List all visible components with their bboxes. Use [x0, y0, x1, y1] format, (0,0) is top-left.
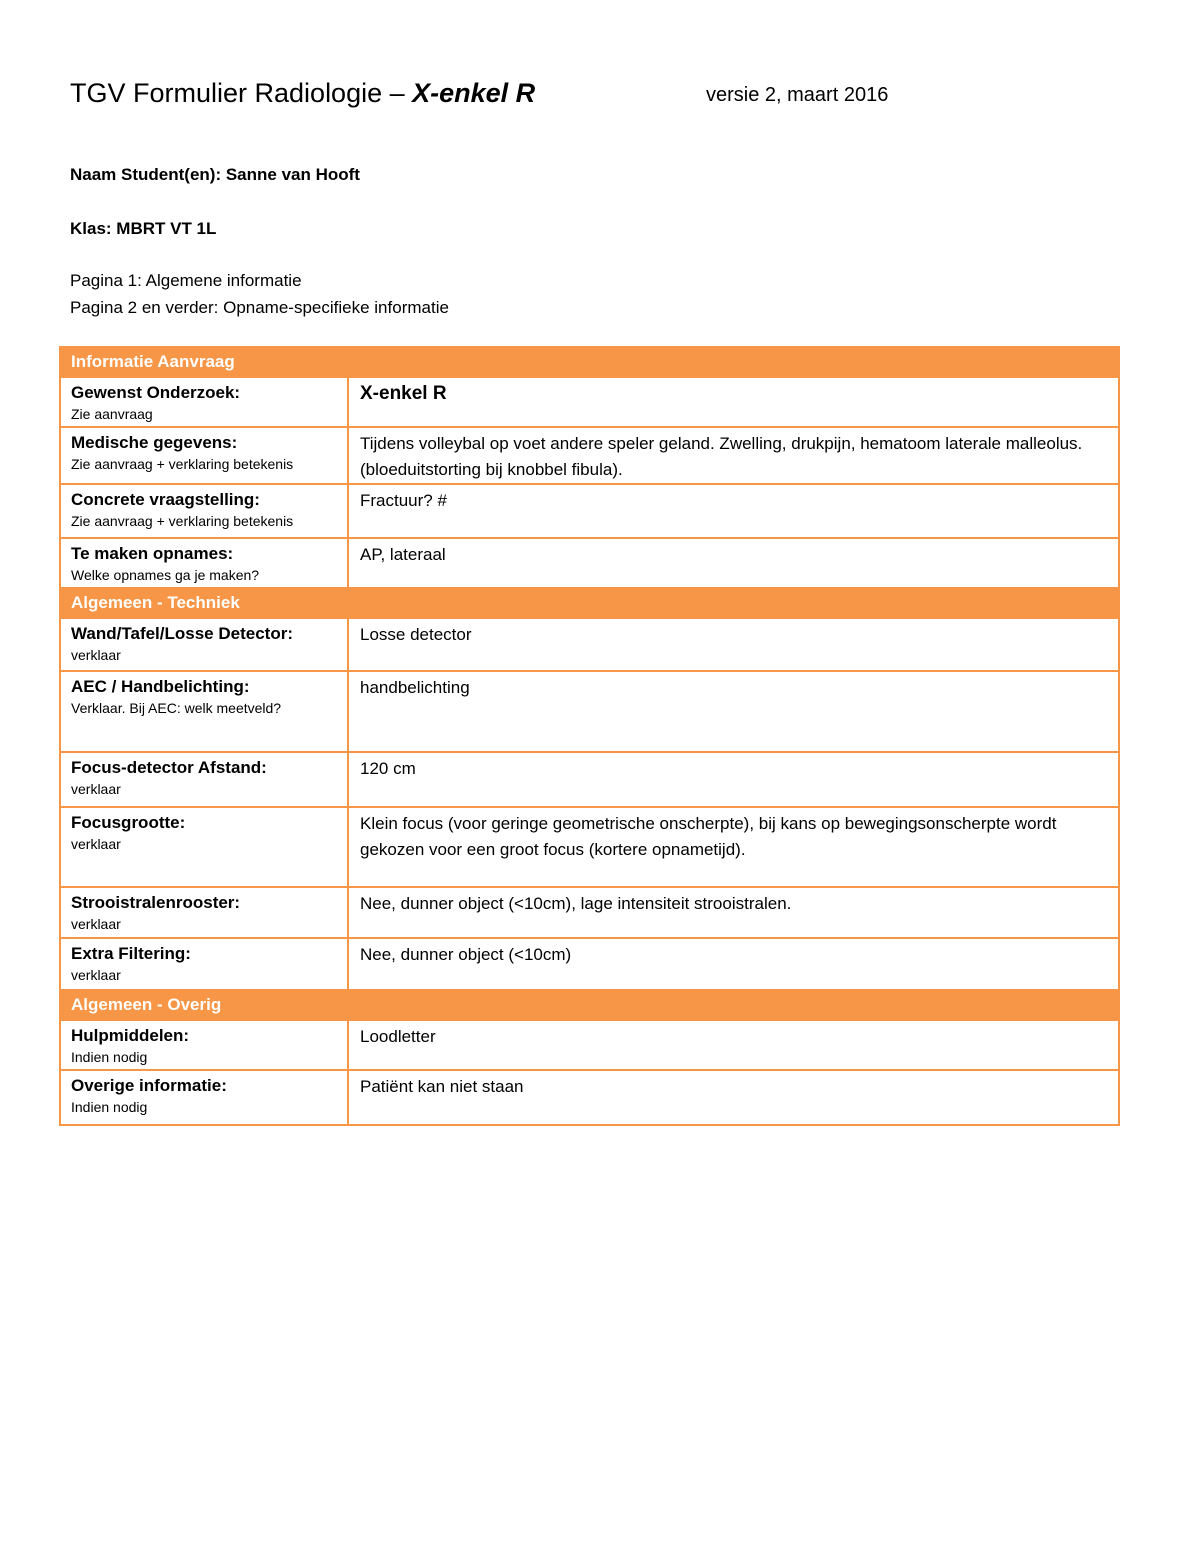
field-value: Klein focus (voor geringe geometrische onscherpte), bij kans op bewegingsonscherpte wordt gekozen voor een groot focus (kortere opnametijd). — [360, 814, 1057, 859]
table-row — [60, 538, 1119, 588]
title-emphasis: X-enkel R — [412, 78, 536, 108]
field-value: Patiënt kan niet staan — [360, 1077, 524, 1096]
field-value-cell — [348, 752, 1119, 807]
field-label-cell — [60, 1020, 348, 1070]
table-row — [60, 1020, 1119, 1070]
field-label-cell — [60, 618, 348, 671]
field-value: 120 cm — [360, 759, 416, 778]
field-value-cell — [348, 484, 1119, 538]
field-hint: Zie aanvraag + verklaring betekenis — [71, 456, 294, 472]
table-row — [60, 484, 1119, 538]
table-row — [60, 1070, 1119, 1125]
field-value: Losse detector — [360, 625, 472, 644]
table-row — [60, 618, 1119, 671]
field-value-cell — [348, 377, 1119, 427]
field-label-cell — [60, 752, 348, 807]
table-row — [60, 807, 1119, 887]
field-label: Medische gegevens: — [71, 433, 238, 452]
field-label: Gewenst Onderzoek: — [71, 383, 241, 402]
section-title: Algemeen - Overig — [60, 990, 1119, 1020]
page-2-info: Pagina 2 en verder: Opname-specifieke informatie — [70, 298, 449, 317]
student-name: Naam Student(en): Sanne van Hooft — [70, 165, 360, 184]
field-hint: Zie aanvraag — [71, 406, 153, 422]
title-prefix: TGV Formulier Radiologie – — [70, 78, 413, 108]
section-header-techniek — [60, 588, 1119, 618]
field-value-cell — [348, 807, 1119, 887]
field-hint: Indien nodig — [71, 1049, 148, 1065]
field-hint: verklaar — [71, 836, 121, 852]
field-hint: Indien nodig — [71, 1099, 148, 1115]
version-label: versie 2, maart 2016 — [706, 84, 889, 106]
field-value: X-enkel R — [360, 383, 447, 404]
field-value: AP, lateraal — [360, 545, 446, 564]
table-row — [60, 752, 1119, 807]
section-title: Algemeen - Techniek — [60, 588, 1119, 618]
field-value: handbelichting — [360, 678, 470, 697]
field-label: Concrete vraagstelling: — [71, 490, 260, 509]
field-hint: Verklaar. Bij AEC: welk meetveld? — [71, 700, 282, 716]
field-label: AEC / Handbelichting: — [71, 677, 250, 696]
page-1-info: Pagina 1: Algemene informatie — [70, 271, 302, 290]
field-label-cell — [60, 377, 348, 427]
field-value-cell — [348, 671, 1119, 752]
field-value: Fractuur? # — [360, 491, 447, 510]
field-label-cell — [60, 1070, 348, 1125]
field-label: Focusgrootte: — [71, 813, 186, 832]
table-row — [60, 377, 1119, 427]
field-hint: verklaar — [71, 781, 121, 797]
table-row — [60, 887, 1119, 938]
field-hint: verklaar — [71, 967, 121, 983]
field-hint: Welke opnames ga je maken? — [71, 567, 260, 583]
field-label-cell — [60, 938, 348, 990]
field-label: Extra Filtering: — [71, 944, 191, 963]
field-label: Overige informatie: — [71, 1076, 227, 1095]
field-label: Strooistralenrooster: — [71, 893, 241, 912]
field-value-cell — [348, 618, 1119, 671]
field-value: Loodletter — [360, 1027, 436, 1046]
field-label: Focus-detector Afstand: — [71, 758, 267, 777]
field-label: Te maken opnames: — [71, 544, 234, 563]
field-label: Hulpmiddelen: — [71, 1026, 190, 1045]
field-value-cell — [348, 938, 1119, 990]
field-label: Wand/Tafel/Losse Detector: — [71, 624, 293, 643]
table-row — [60, 938, 1119, 990]
section-header-aanvraag — [60, 347, 1119, 377]
table-row — [60, 427, 1119, 484]
student-class: Klas: MBRT VT 1L — [70, 219, 217, 238]
field-label-cell — [60, 484, 348, 538]
field-label-cell — [60, 538, 348, 588]
field-hint: verklaar — [71, 916, 121, 932]
section-header-overig — [60, 990, 1119, 1020]
field-label-cell — [60, 671, 348, 752]
table-row — [60, 671, 1119, 752]
field-value-cell — [348, 1020, 1119, 1070]
field-label-cell — [60, 807, 348, 887]
document-title — [70, 78, 535, 109]
field-value: Nee, dunner object (<10cm), lage intensiteit strooistralen. — [360, 894, 792, 913]
section-title: Informatie Aanvraag — [60, 347, 1119, 377]
field-value-cell — [348, 538, 1119, 588]
field-value-cell — [348, 427, 1119, 484]
field-value-cell — [348, 887, 1119, 938]
field-label-cell — [60, 887, 348, 938]
field-label-cell — [60, 427, 348, 484]
radiology-form-table — [59, 346, 1120, 1126]
field-value: Tijdens volleybal op voet andere speler geland. Zwelling, drukpijn, hematoom laterale malleolus. (bloeduitstorting bij knobbel fibula). — [360, 434, 1083, 479]
field-value-cell — [348, 1070, 1119, 1125]
field-hint: verklaar — [71, 647, 121, 663]
document-header — [70, 78, 1120, 118]
field-hint: Zie aanvraag + verklaring betekenis — [71, 513, 294, 529]
field-value: Nee, dunner object (<10cm) — [360, 945, 572, 964]
